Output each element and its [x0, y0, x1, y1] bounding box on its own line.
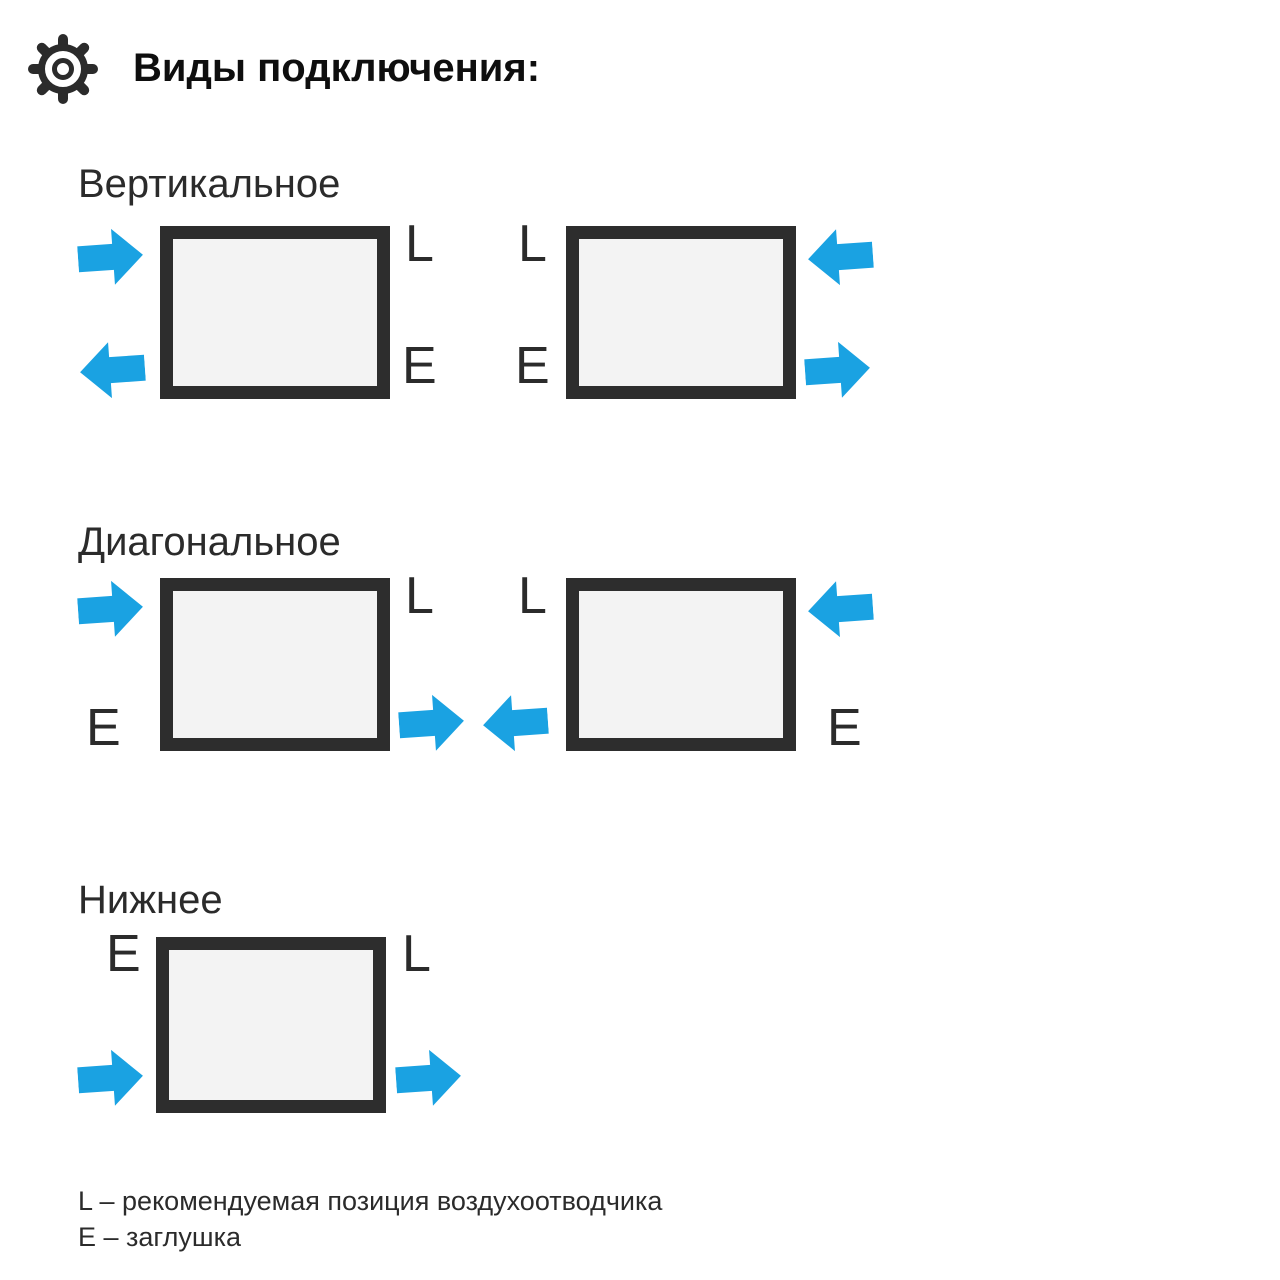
radiator-outline — [160, 226, 390, 399]
flow-arrow-right-icon — [76, 1047, 146, 1109]
flow-arrow-right-icon — [394, 1047, 464, 1109]
flow-arrow-left-icon — [805, 578, 875, 640]
flow-arrow-right-icon — [397, 692, 467, 754]
legend-line-l: L – рекомендуемая позиция воздухоотводчика — [78, 1186, 663, 1216]
port-label-l: L — [405, 567, 434, 625]
port-label-e: E — [106, 925, 141, 983]
radiator-outline — [160, 578, 390, 751]
port-label-l: L — [518, 215, 547, 273]
port-label-e: E — [515, 337, 550, 395]
port-label-l: L — [405, 215, 434, 273]
page-title: Виды подключения: — [133, 46, 541, 90]
section-title-diagonal: Диагональное — [78, 520, 341, 564]
port-label-l: L — [518, 567, 547, 625]
flow-arrow-left-icon — [77, 339, 147, 401]
port-label-e: E — [86, 699, 121, 757]
flow-arrow-left-icon — [480, 692, 550, 754]
section-title-vertical: Вертикальное — [78, 162, 341, 206]
radiator-outline — [156, 937, 386, 1113]
port-label-e: E — [827, 699, 862, 757]
gear-icon — [28, 34, 98, 104]
section-title-bottom: Нижнее — [78, 878, 223, 922]
flow-arrow-right-icon — [76, 578, 146, 640]
flow-arrow-left-icon — [805, 226, 875, 288]
port-label-e: E — [402, 337, 437, 395]
flow-arrow-right-icon — [803, 339, 873, 401]
flow-arrow-right-icon — [76, 226, 146, 288]
radiator-outline — [566, 578, 796, 751]
port-label-l: L — [402, 925, 431, 983]
legend-line-e: E – заглушка — [78, 1222, 242, 1252]
radiator-outline — [566, 226, 796, 399]
